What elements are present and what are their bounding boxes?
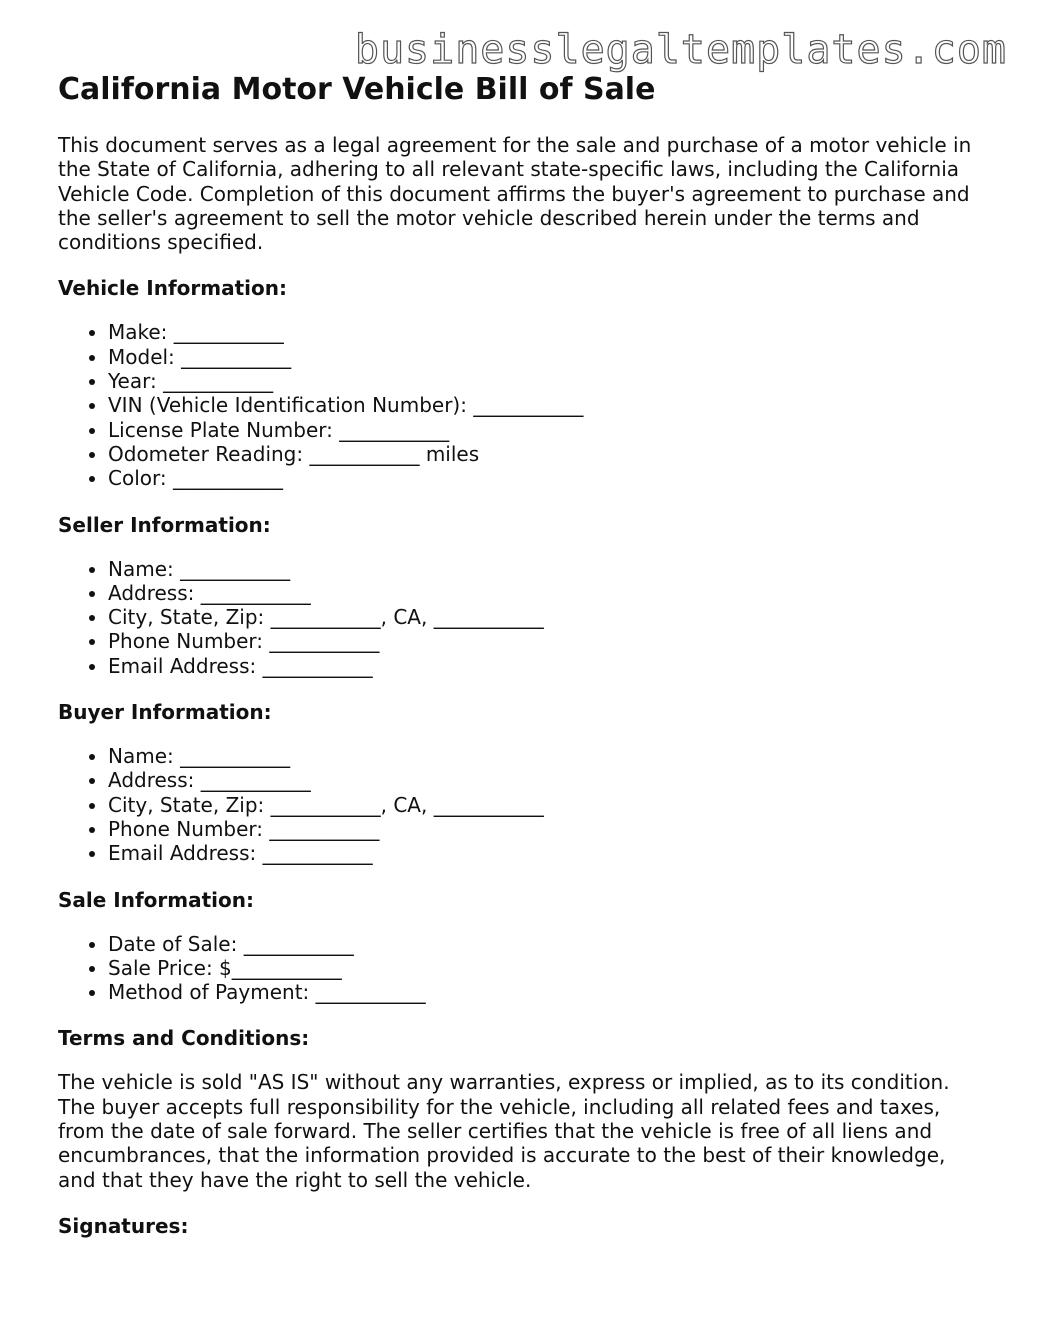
buyer-city-state-zip-field: • City, State, Zip: ___________, CA, ___________ (108, 793, 988, 817)
vehicle-year-field: • Year: ___________ (108, 369, 988, 393)
seller-address-field: • Address: ___________ (108, 581, 988, 605)
terms-heading: Terms and Conditions: (58, 1026, 310, 1051)
seller-phone-field: • Phone Number: ___________ (108, 629, 988, 653)
vehicle-plate-field: • License Plate Number: ___________ (108, 418, 988, 442)
vehicle-make-field: • Make: ___________ (108, 320, 988, 344)
buyer-email-field: • Email Address: ___________ (108, 841, 988, 865)
sale-info-list (58, 932, 988, 1005)
sale-date-field: • Date of Sale: ___________ (108, 932, 988, 956)
buyer-info-heading: Buyer Information: (58, 700, 272, 725)
vehicle-info-heading: Vehicle Information: (58, 276, 287, 301)
intro-paragraph: This document serves as a legal agreement for the sale and purchase of a motor vehicle in the State of California, adhering to all relevant state-specific laws, including the California Vehicle Code. Completion of this document affirms the buyer's agreement to purchase and the seller's agreement to sell the motor vehicle described herein under the terms and conditions specified. (58, 133, 972, 255)
seller-city-state-zip-field: • City, State, Zip: ___________, CA, ___________ (108, 605, 988, 629)
buyer-phone-field: • Phone Number: ___________ (108, 817, 988, 841)
sale-info-heading: Sale Information: (58, 887, 254, 912)
site-watermark: businesslegaltemplates.com (354, 27, 1007, 73)
vehicle-model-field: • Model: ___________ (108, 345, 988, 369)
seller-email-field: • Email Address: ___________ (108, 654, 988, 678)
buyer-info-list (58, 744, 988, 865)
seller-info-heading: Seller Information: (58, 512, 271, 537)
document-page (58, 72, 988, 1238)
vehicle-vin-field: • VIN (Vehicle Identification Number): ___________ (108, 393, 988, 417)
signatures-heading: Signatures: (58, 1213, 189, 1238)
buyer-address-field: • Address: ___________ (108, 768, 988, 792)
vehicle-color-field: • Color: ___________ (108, 466, 988, 490)
document-title: California Motor Vehicle Bill of Sale (58, 72, 656, 107)
sale-payment-method-field: • Method of Payment: ___________ (108, 980, 988, 1004)
terms-paragraph: The vehicle is sold "AS IS" without any warranties, express or implied, as to its condition. The buyer accepts full responsibility for the vehicle, including all related fees and taxes, from the date of sale forward. The seller certifies that the vehicle is free of all liens and encumbrances, that the information provided is accurate to the best of their knowledge, and that they have the right to sell the vehicle. (58, 1070, 950, 1192)
vehicle-info-list (58, 320, 988, 490)
seller-name-field: • Name: ___________ (108, 557, 988, 581)
seller-info-list (58, 557, 988, 678)
vehicle-odometer-field: • Odometer Reading: ___________ miles (108, 442, 988, 466)
sale-price-field: • Sale Price: $___________ (108, 956, 988, 980)
buyer-name-field: • Name: ___________ (108, 744, 988, 768)
